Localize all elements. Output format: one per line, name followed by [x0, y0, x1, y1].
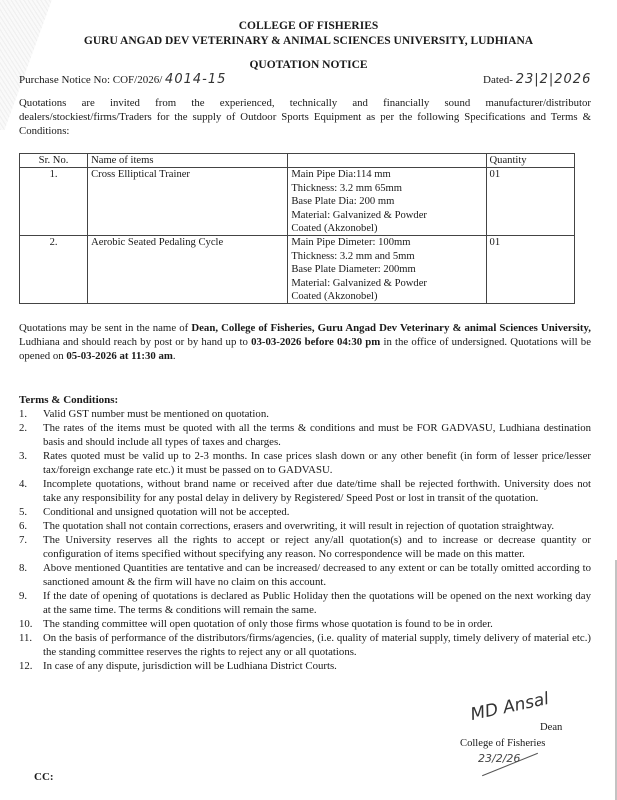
signatory-title: Dean	[540, 722, 563, 733]
term-item	[19, 407, 591, 421]
initials-date: 23/2/26	[478, 752, 521, 765]
term-item	[19, 631, 591, 659]
cell-qty: 01	[486, 236, 574, 304]
cell-specs	[288, 168, 486, 236]
term-text: The standing committee will open quotation of only those firms whose quotation is found to be in order.	[43, 618, 493, 630]
text: .	[172, 350, 176, 362]
term-number: 12.	[19, 660, 33, 672]
term-text: The quotation shall not contain corrections, erasers and overwriting, it will result in rejection of quotation straightway.	[43, 520, 555, 532]
term-text: Valid GST number must be mentioned on quotation.	[43, 408, 269, 420]
spec-line: Thickness: 3.2 mm and 5mm	[291, 250, 415, 262]
term-item	[19, 561, 591, 589]
signature: MD Ansal	[468, 688, 551, 726]
cell-specs	[288, 236, 486, 304]
col-name: Name of items	[88, 154, 288, 168]
text: in the office of undersigned. Quotations will be opened on	[19, 336, 591, 362]
intro-paragraph: Quotations are invited from the experienced, technically and financially sound manufacturer/distributor dealers/stockiest/firms/Traders for the supply of Outdoor Sports Equipment as per the following Specifications and Terms & Conditions:	[19, 97, 591, 137]
cell-qty: 01	[486, 168, 574, 236]
cell-sr: 2.	[20, 236, 88, 304]
spec-line: Coated (Akzonobel)	[291, 291, 378, 303]
spec-line: Material: Galvanized & Powder	[291, 209, 427, 221]
spec-line: Base Plate Diameter: 200mm	[291, 264, 416, 276]
spec-line: Coated (Akzonobel)	[291, 223, 378, 235]
cc-label: CC:	[34, 771, 54, 783]
spec-line: Material: Galvanized & Powder	[291, 277, 427, 289]
term-number: 10.	[19, 618, 33, 630]
table-header-row	[20, 154, 575, 168]
term-number: 9.	[19, 590, 28, 602]
submission-paragraph	[19, 321, 591, 363]
handwritten-notice-number: 4014-15	[165, 72, 227, 87]
notice-date	[483, 72, 591, 87]
term-item	[19, 505, 591, 519]
col-specs	[288, 154, 486, 168]
col-quantity: Quantity	[486, 154, 574, 168]
term-number: 11.	[19, 632, 33, 644]
term-text: The University reserves all the rights to accept or reject any/all quotation(s) and to increase or decrease quantity or configuration of items specified without specifying any reason. No correspondence will be made on this matter.	[43, 534, 591, 560]
university-name: GURU ANGAD DEV VETERINARY & ANIMAL SCIENCES UNIVERSITY, LUDHIANA	[83, 35, 534, 47]
term-text: In case of any dispute, jurisdiction will be Ludhiana District Courts.	[43, 660, 337, 672]
text: Ludhiana and should reach by post or by hand up to	[19, 336, 252, 348]
term-number: 1.	[19, 408, 28, 420]
signatory-office: College of Fisheries	[460, 738, 546, 749]
term-text: If the date of opening of quotations is declared as Public Holiday then the quotations will be opened on the next working day at the same time. The terms & conditions will remain the same.	[43, 590, 591, 616]
cell-name: Cross Elliptical Trainer	[88, 168, 288, 236]
handwritten-date: 23|2|2026	[515, 72, 592, 87]
term-item	[19, 533, 591, 561]
spec-line: Base Plate Dia: 200 mm	[291, 196, 395, 208]
term-item	[19, 421, 591, 449]
deadline: 03-03-2026 before 04:30 pm	[251, 336, 381, 348]
col-sr-no: Sr. No.	[20, 154, 88, 168]
term-number: 6.	[19, 520, 28, 532]
term-item	[19, 589, 591, 617]
text: Quotations may be sent in the name of	[19, 322, 192, 334]
items-table	[19, 153, 575, 304]
college-name: COLLEGE OF FISHERIES	[238, 20, 379, 32]
term-text: Conditional and unsigned quotation will not be accepted.	[43, 506, 290, 518]
spec-line: Main Pipe Dia:114 mm	[291, 169, 391, 181]
term-item	[19, 477, 591, 505]
table-row	[20, 236, 575, 304]
term-item	[19, 519, 591, 533]
term-number: 4.	[19, 478, 28, 490]
terms-list	[19, 407, 591, 673]
term-text: On the basis of performance of the distributors/firms/agencies, (i.e. quality of material supply, timely delivery of material etc.) the standing committee reserves the rights to reject any or all quotations.	[43, 632, 591, 658]
term-item	[19, 449, 591, 477]
term-number: 8.	[19, 562, 28, 574]
term-number: 3.	[19, 450, 28, 462]
term-item	[19, 659, 591, 673]
term-number: 5.	[19, 506, 28, 518]
term-number: 2.	[19, 422, 28, 434]
term-text: Above mentioned Quantities are tentative and can be increased/ decreased to any extent or can be totally omitted according to sanctioned amount & the firm will have no claim on this account.	[43, 562, 591, 588]
cell-name: Aerobic Seated Pedaling Cycle	[88, 236, 288, 304]
terms-heading: Terms & Conditions:	[19, 394, 119, 406]
term-number: 7.	[19, 534, 28, 546]
date-label: Dated-	[483, 74, 513, 86]
term-text: The rates of the items must be quoted with all the terms & conditions and must be FOR GADVASU, Ludhiana destination basis and should include all types of taxes and charges.	[43, 422, 591, 448]
spec-line: Thickness: 3.2 mm 65mm	[291, 182, 402, 194]
table-row	[20, 168, 575, 236]
term-item	[19, 617, 591, 631]
addressee: Dean, College of Fisheries, Guru Angad Dev Veterinary & animal Sciences University,	[191, 322, 591, 334]
term-text: Rates quoted must be valid up to 2-3 months. In case prices slash down or any other benefit (in form of lesser price/lesser tax/foreign exchange rate etc.) it must be passed on to GADVASU.	[43, 450, 591, 476]
notice-title: QUOTATION NOTICE	[249, 59, 368, 71]
purchase-notice-label: Purchase Notice No: COF/2026/	[19, 74, 163, 86]
term-text: Incomplete quotations, without brand name or received after due date/time shall be rejected forthwith. University does not take any responsibility for any postal delay in delivery by Registered/ Speed Post or lost in transit of the quotation.	[43, 478, 591, 504]
spec-line: Main Pipe Dimeter: 100mm	[291, 237, 411, 249]
purchase-notice-number	[19, 72, 226, 87]
cell-sr: 1.	[20, 168, 88, 236]
opening-time: 05-03-2026 at 11:30 am	[66, 350, 173, 362]
